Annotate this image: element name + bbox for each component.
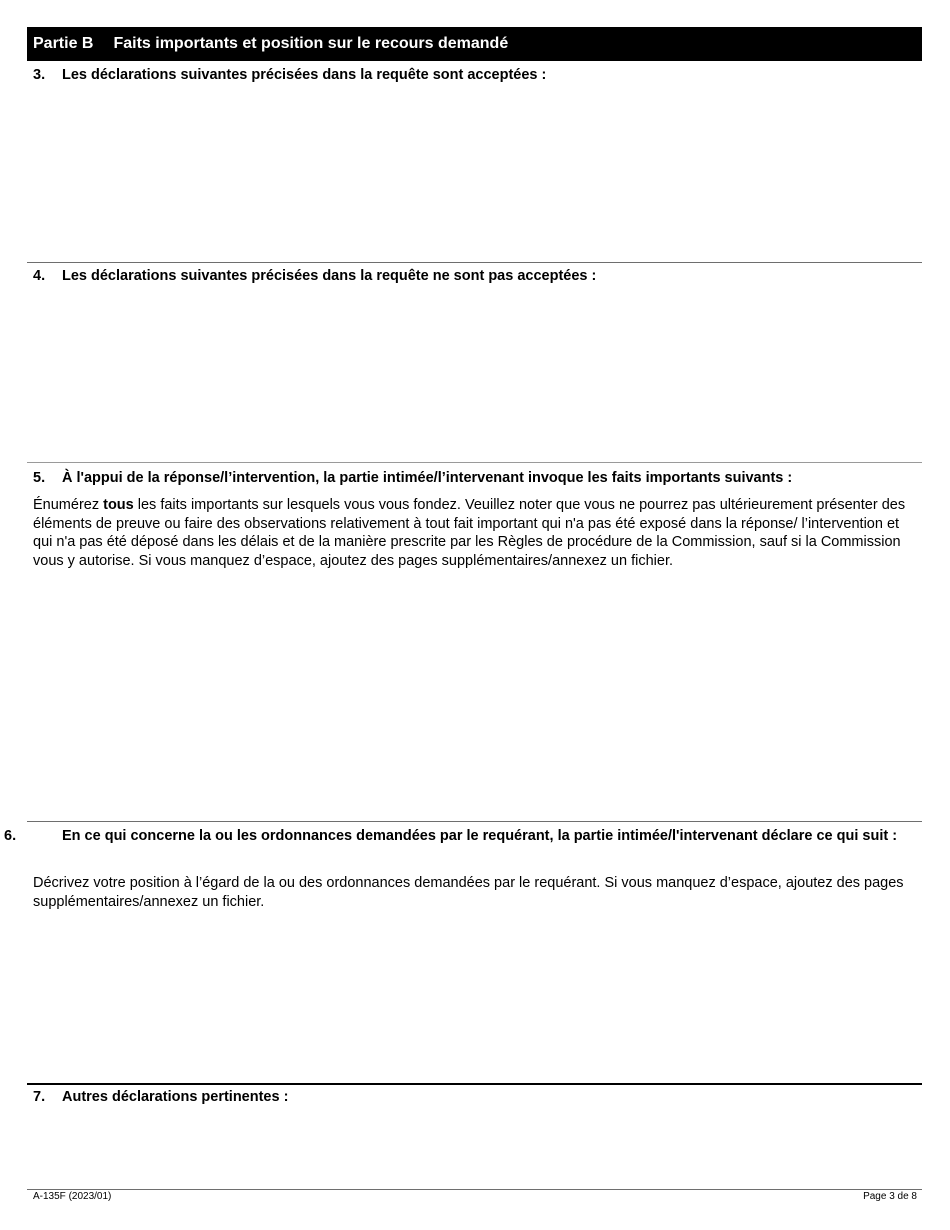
footer-divider (27, 1189, 922, 1190)
question-6 (4, 827, 923, 846)
question-number: 6. (4, 828, 17, 844)
question-5-instruction (33, 496, 913, 570)
instruction-emphasis: tous (103, 497, 134, 513)
question-text: Autres déclarations pertinentes : (62, 1089, 289, 1105)
field-divider (27, 462, 922, 463)
section-title: Faits importants et position sur le recours demandé (113, 35, 509, 52)
field-divider (27, 821, 922, 822)
question-text: En ce qui concerne la ou les ordonnances demandées par le requérant, la partie intimée/l'intervenant déclare ce qui suit : (62, 828, 898, 844)
section-header (27, 27, 922, 61)
field-divider (27, 1083, 922, 1085)
question-6-instruction: Décrivez votre position à l’égard de la ou des ordonnances demandées par le requérant. Si vous manquez d’espace, ajoutez des pages supplémentaires/annexez un fichier. (33, 875, 904, 910)
question-number: 3. (33, 67, 46, 83)
field-divider (27, 262, 922, 263)
page-number: Page 3 de 8 (863, 1191, 917, 1202)
question-number: 4. (33, 268, 46, 284)
question-4 (33, 267, 923, 286)
instruction-text: Énumérez (33, 497, 104, 513)
question-7 (33, 1088, 923, 1107)
question-3 (33, 66, 923, 85)
question-text: À l'appui de la réponse/l’intervention, la partie intimée/l’intervenant invoque les faits importants suivants : (62, 470, 793, 486)
question-text: Les déclarations suivantes précisées dans la requête sont acceptées : (62, 67, 547, 83)
question-number: 7. (33, 1089, 46, 1105)
question-number: 5. (33, 470, 46, 486)
question-text: Les déclarations suivantes précisées dans la requête ne sont pas acceptées : (62, 268, 597, 284)
instruction-text: les faits importants sur lesquels vous vous fondez. Veuillez noter que vous ne pourrez pas ultérieurement présenter des éléments de preuve ou faire des observations relativement à tout fait important qui n'a pas été exposé dans la réponse/ l’intervention et qui n'a pas été déposé dans les délais et de la manière prescrite par les Règles de procédure de la Commission, sauf si la Commission vous y autorise. Si vous manquez d’espace, ajoutez des pages supplémentaires/annexez un fichier. (33, 497, 906, 569)
form-id: A-135F (2023/01) (33, 1191, 112, 1202)
question-5 (33, 469, 923, 488)
section-part-label: Partie B (33, 35, 94, 52)
